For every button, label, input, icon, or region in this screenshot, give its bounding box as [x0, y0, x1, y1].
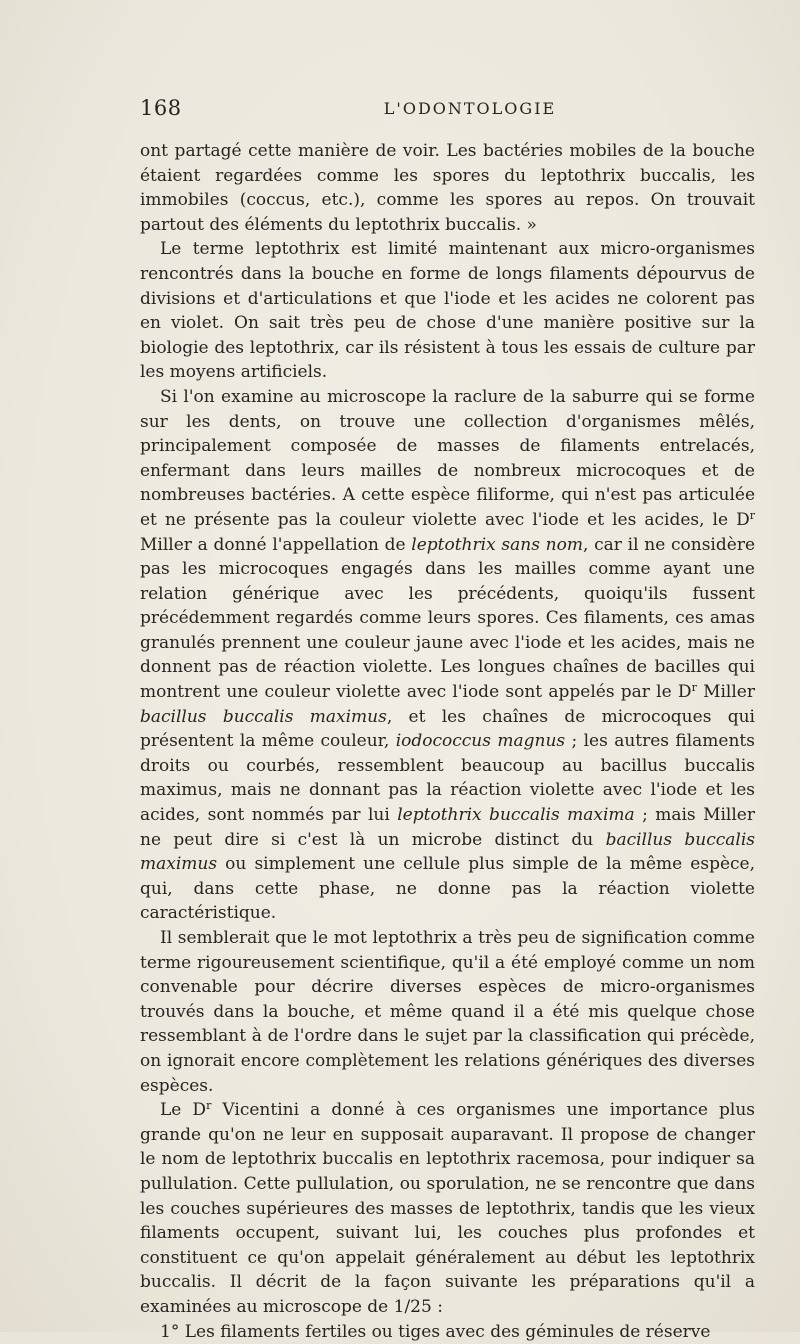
paragraph-vicentini: [140, 1098, 755, 1319]
page-header: [140, 96, 752, 126]
paragraph-microscope-examination: [140, 385, 755, 926]
text-run: Si l'on examine au microscope la raclure de la saburre qui se forme sur les dents, on trouve une collection d'organismes mêlés, principalement composée de masses de filaments entrelacés, enfermant dans leurs mailles de nombreux microcoques et de nombreuses bactéries. A cette espèce filiforme, qui n'est pas articulée et ne présente pas la couleur violette avec l'iode et les acides, le D: [140, 387, 755, 530]
paragraph-significance: Il semblerait que le mot leptothrix a très peu de signification comme terme rigoureusement scientifique, qu'il a été employé comme un nom convenable pour décrire diverses espèces de micro-organismes trouvés dans la bouche, et même quand il a été mis quelque chose ressemblant à de l'ordre dans le sujet par la classification qui précède, on ignorait encore complètement les relations génériques des diverses espèces.: [140, 926, 755, 1098]
text-run: Vicentini a donné à ces organismes une importance plus grande qu'on ne leur en supposait auparavant. Il propose de changer le nom de leptothrix buccalis en leptothrix racemosa, pour indiquer sa pullulation. Cette pullulation, ou sporulation, ne se rencontre que dans les couches supérieures des masses de leptothrix, tandis que les vieux filaments occupent, suivant lui, les couches plus profondes et constituent ce qu'on appelait généralement au début les leptothrix buccalis. Il décrit de la façon suivante les préparations qu'il a examinées au microscope de 1/25 :: [140, 1100, 755, 1317]
text-run: ; les autres filaments droits ou courbés, ressemblent beaucoup au bacillus buccalis maximus, mais ne donnant pas la réaction violette avec l'iode et les acides, sont nommés par lui: [140, 731, 755, 825]
text-run: ; mais Miller ne peut dire si c'est là un microbe distinct du: [140, 805, 755, 850]
paragraph-continued: ont partagé cette manière de voir. Les bactéries mobiles de la bouche étaient regardées comme les spores du leptothrix buccalis, les immobiles (coccus, etc.), comme les spores au repos. On trouvait partout des éléments du leptothrix buccalis. »: [140, 139, 755, 237]
body-text: [140, 139, 755, 1344]
text-run: Miller: [697, 682, 755, 702]
text-run: , car il ne considère pas les microcoques engagés dans les mailles comme ayant une relation générique avec les précédents, quoiqu'ils fussent précédemment regardés comme leurs spores. Ces filaments, ces amas granulés prennent une couleur jaune avec l'iode et les acides, mais ne donnent pas de réaction violette. Les longues chaînes de bacilles qui montrent une couleur violette avec l'iode sont appelés par le D: [140, 535, 755, 703]
superscript: r: [206, 1099, 211, 1112]
text-run: ou simplement une cellule plus simple de la même espèce, qui, dans cette phase, ne donne pas la réaction violette caractéristique.: [140, 854, 755, 923]
page-number: 168: [140, 96, 182, 120]
running-title: L'ODONTOLOGIE: [140, 99, 752, 118]
paragraph-leptothrix-definition: Le terme leptothrix est limité maintenant aux micro-organismes rencontrés dans la bouche en forme de longs filaments dépourvus de divisions et d'articulations et que l'iode et les acides ne colorent pas en violet. On sait très peu de chose d'une manière positive sur la biologie des leptothrix, car ils résistent à tous les essais de culture par les moyens artificiels.: [140, 237, 755, 385]
paragraph-list-item-1: 1° Les filaments fertiles ou tiges avec des géminules de réserve: [140, 1320, 755, 1344]
superscript: r: [750, 509, 755, 522]
italic-term: leptothrix buccalis maxima: [397, 805, 634, 825]
text-run: Miller a donné l'appellation de: [140, 535, 411, 555]
italic-term: bacillus buccalis maximus: [140, 707, 387, 727]
italic-term: iodococcus magnus: [396, 731, 565, 751]
superscript: r: [692, 681, 697, 694]
text-run: , et les chaînes de microcoques qui présentent la même couleur,: [140, 707, 755, 752]
italic-term: bacillus buccalis maximus: [140, 830, 755, 875]
text-run: Le D: [160, 1100, 206, 1120]
italic-term: leptothrix sans nom: [411, 535, 583, 555]
